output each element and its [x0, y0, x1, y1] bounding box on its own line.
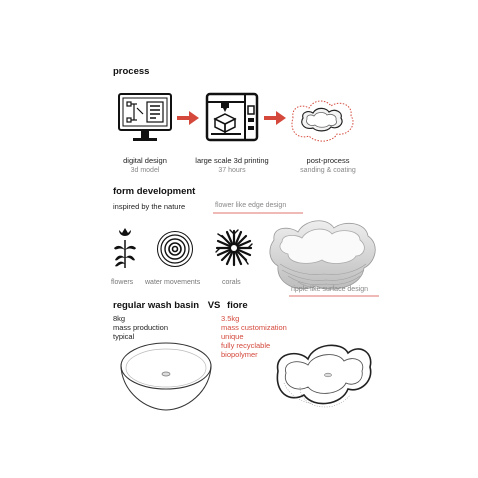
step-label-digital: digital design — [123, 156, 167, 165]
regular-typical: typical — [113, 332, 135, 341]
step-sub-postprocess: sanding & coating — [300, 167, 356, 174]
corals-label: corals — [222, 279, 241, 286]
water-label: water movements — [145, 279, 201, 286]
regular-basin-specs — [113, 314, 168, 341]
flowers-label: flowers — [111, 279, 134, 286]
3d-printer-icon — [205, 92, 259, 144]
step-label-printing: large scale 3d printing — [195, 156, 269, 165]
flower-icon — [110, 226, 140, 270]
step-sub-printing: 37 hours — [218, 167, 246, 174]
fiore-weight: 3.5kg — [221, 314, 240, 323]
surface-note-underline — [289, 295, 381, 299]
inspired-text: inspired by the nature — [113, 202, 186, 211]
arrow-right-icon — [177, 111, 199, 125]
arrow-right-icon — [264, 111, 286, 125]
step-sub-digital: 3d model — [130, 167, 160, 174]
fiore-biopolymer: biopolymer — [221, 350, 258, 359]
vs-label: VS — [207, 300, 221, 311]
fiore-customization: mass customization — [221, 323, 287, 332]
fiore-title: fiore — [227, 300, 248, 311]
fiore-basin-drawing — [270, 337, 376, 415]
basin-outline-icon — [287, 96, 359, 146]
compare-title-row — [113, 300, 248, 311]
regular-production: mass production — [113, 323, 169, 332]
computer-design-icon — [117, 92, 173, 144]
regular-basin-title: regular wash basin — [113, 300, 200, 311]
process-heading: process — [113, 66, 150, 77]
fiore-unique: unique — [221, 332, 244, 341]
regular-basin-drawing — [118, 340, 214, 414]
basin-render — [268, 214, 382, 296]
coral-icon — [214, 228, 254, 268]
fiore-recyclable: fully recyclable — [221, 341, 271, 350]
form-heading: form development — [113, 186, 196, 197]
water-ripple-icon — [156, 230, 194, 268]
regular-weight: 8kg — [113, 314, 126, 323]
surface-note: ripple like surface design — [291, 286, 369, 293]
step-label-postprocess: post-process — [306, 156, 350, 165]
edge-note: flower like edge design — [215, 202, 287, 209]
